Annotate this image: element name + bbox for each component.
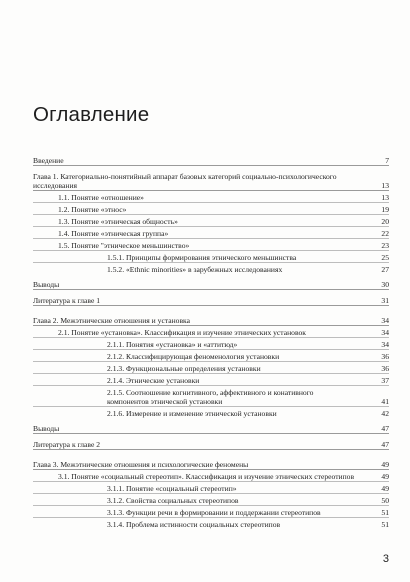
toc-entry-title: 3.1.4. Проблема истинности социальных стереотипов bbox=[107, 520, 281, 529]
toc-entry-page: 36 bbox=[381, 364, 389, 373]
toc-entry-page: 7 bbox=[385, 156, 389, 165]
toc-entry-title: 2.1.2. Классифицирующая феноменология установки bbox=[107, 352, 280, 361]
toc-entry-title: 1.5.2. «Ethnic minorities» в зарубежных исследованиях bbox=[107, 265, 283, 274]
toc-entry[interactable] bbox=[33, 296, 389, 306]
toc-entry-page: 34 bbox=[381, 316, 389, 325]
toc-entry[interactable] bbox=[33, 424, 389, 434]
toc-entry-page: 47 bbox=[381, 424, 389, 433]
toc-entry-title: 2.1. Понятие «установка». Классификация и изучение этнических установок bbox=[58, 328, 306, 337]
toc-entry-title: 2.1.1. Понятия «установка» и «аттитюд» bbox=[107, 340, 238, 349]
toc-entry-title: 1.4. Понятие «этническая группа» bbox=[58, 229, 169, 238]
toc-entry-title: Глава 1. Категориально-понятийный аппарат базовых категорий социально-психологического исследования bbox=[33, 172, 337, 190]
toc-entry-title: Литература к главе 1 bbox=[33, 296, 101, 305]
toc-entry-title: 2.1.3. Функциональные определения установки bbox=[107, 364, 261, 373]
toc-entry-title: Введение bbox=[33, 156, 64, 165]
toc-entry-title: 1.3. Понятие «этническая общность» bbox=[58, 217, 178, 226]
toc-entry-page: 49 bbox=[381, 484, 389, 493]
toc-entry-page: 13 bbox=[381, 193, 389, 202]
toc-entry[interactable] bbox=[33, 280, 389, 290]
toc-entry-title: Литература к главе 2 bbox=[33, 440, 101, 449]
toc-entry-page: 34 bbox=[381, 340, 389, 349]
toc-entry-page: 42 bbox=[381, 409, 389, 418]
toc-entry-page: 19 bbox=[381, 205, 389, 214]
toc-entry-title: 3.1. Понятие «социальный стереотип». Классификация и изучение этнических стереотипов bbox=[58, 472, 355, 481]
table-of-contents bbox=[33, 145, 389, 529]
toc-entry-page: 30 bbox=[381, 280, 389, 289]
toc-entry-title: 3.1.2. Свойства социальных стереотипов bbox=[107, 496, 239, 505]
toc-subsection[interactable] bbox=[33, 388, 389, 407]
toc-subsection[interactable] bbox=[33, 253, 389, 263]
page-number: 3 bbox=[382, 553, 389, 565]
toc-section[interactable] bbox=[33, 205, 389, 215]
toc-entry-title: 3.1.3. Функции речи в формировании и поддержании стереотипов bbox=[107, 508, 321, 517]
toc-subsection[interactable] bbox=[33, 352, 389, 362]
toc-section[interactable] bbox=[33, 193, 389, 203]
toc-subsection[interactable] bbox=[33, 496, 389, 506]
toc-entry-title: 1.5.1. Принципы формирования этнического меньшинства bbox=[107, 253, 297, 262]
toc-entry-page: 31 bbox=[381, 296, 389, 305]
toc-section[interactable] bbox=[33, 472, 389, 482]
toc-subsection[interactable] bbox=[33, 409, 389, 418]
toc-entry-title: Выводы bbox=[33, 424, 60, 433]
toc-section[interactable] bbox=[33, 241, 389, 251]
toc-entry-page: 50 bbox=[381, 496, 389, 505]
toc-entry-title: 2.1.6. Измерение и изменение этнической установки bbox=[107, 409, 277, 418]
toc-subsection[interactable] bbox=[33, 340, 389, 350]
toc-entry-title: Глава 2. Межэтнические отношения и установка bbox=[33, 316, 190, 325]
toc-section[interactable] bbox=[33, 229, 389, 239]
toc-entry-page: 36 bbox=[381, 352, 389, 361]
toc-entry-page: 49 bbox=[381, 472, 389, 481]
toc-entry-title: 2.1.5. Соотношение когнитивного, аффективного и конативного компонентов этнической установки bbox=[107, 388, 314, 406]
toc-chapter[interactable] bbox=[33, 316, 389, 326]
toc-entry-page: 20 bbox=[381, 217, 389, 226]
toc-chapter[interactable] bbox=[33, 172, 389, 191]
toc-entry-title: Глава 3. Межэтнические отношения и психологические феномены bbox=[33, 460, 249, 469]
toc-entry-title: 2.1.4. Этнические установки bbox=[107, 376, 200, 385]
toc-subsection[interactable] bbox=[33, 520, 389, 529]
toc-subsection[interactable] bbox=[33, 484, 389, 494]
toc-subsection[interactable] bbox=[33, 508, 389, 518]
toc-entry-page: 49 bbox=[381, 460, 389, 469]
toc-entry-page: 47 bbox=[381, 440, 389, 449]
toc-entry-title: 1.2. Понятие «этнос» bbox=[58, 205, 127, 214]
toc-entry-page: 34 bbox=[381, 328, 389, 337]
toc-section[interactable] bbox=[33, 217, 389, 227]
toc-section[interactable] bbox=[33, 328, 389, 338]
toc-entry-page: 25 bbox=[381, 253, 389, 262]
page-title: Оглавление bbox=[33, 103, 150, 126]
toc-entry-page: 22 bbox=[381, 229, 389, 238]
toc-entry-page: 51 bbox=[381, 520, 389, 529]
toc-entry-page: 23 bbox=[381, 241, 389, 250]
toc-subsection[interactable] bbox=[33, 265, 389, 274]
toc-entry-page: 37 bbox=[381, 376, 389, 385]
toc-entry-title: 3.1.1. Понятие «социальный стереотип» bbox=[107, 484, 237, 493]
toc-entry-title: 1.5. Понятие "этническое меньшинство» bbox=[58, 241, 190, 250]
toc-entry-page: 27 bbox=[381, 265, 389, 274]
toc-subsection[interactable] bbox=[33, 376, 389, 386]
toc-entry-page: 41 bbox=[381, 397, 389, 406]
toc-entry[interactable] bbox=[33, 156, 389, 166]
toc-entry-title: Выводы bbox=[33, 280, 60, 289]
toc-entry[interactable] bbox=[33, 440, 389, 450]
toc-entry-title: 1.1. Понятие «отношение» bbox=[58, 193, 144, 202]
toc-entry-page: 13 bbox=[381, 181, 389, 190]
toc-entry-page: 51 bbox=[381, 508, 389, 517]
toc-subsection[interactable] bbox=[33, 364, 389, 374]
toc-chapter[interactable] bbox=[33, 460, 389, 470]
